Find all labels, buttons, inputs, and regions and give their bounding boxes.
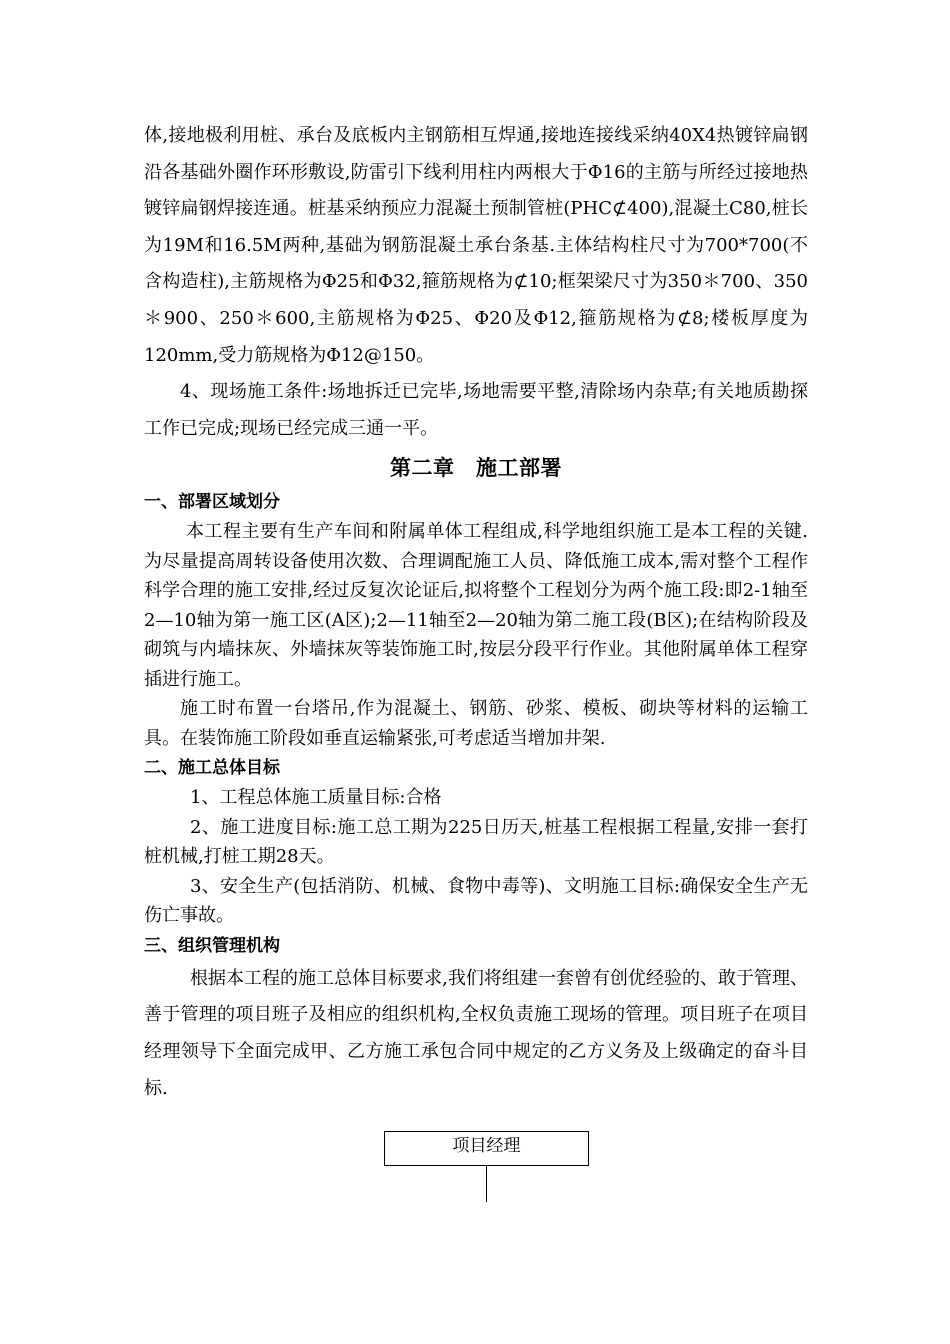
org-chart-connector <box>486 1166 487 1202</box>
org-chart-node-project-manager: 项目经理 <box>384 1131 589 1166</box>
section2-item-1: 1、工程总体施工质量目标:合格 <box>190 787 442 809</box>
section3-paragraph-1: 根据本工程的施工总体目标要求,我们将组建一套曾有创优经验的、敢于管理、善于管理的项目班子及相应的组织机构,全权负责施工现场的管理。项目班子在项目经理领导下全面完成甲、乙方施工承包合同中规定的乙方义务及上级确定的奋斗目标. <box>144 967 808 1099</box>
intro-paragraph: 体,接地极利用桩、承台及底板内主钢筋相互焊通,接地连接线采纳40X4热镀锌扁钢沿各基础外圈作环形敷设,防雷引下线利用柱内两根大于Φ16的主筋与所经过接地热镀锌扁钢焊接连通。桩基采纳预应力混凝土预制管桩(PHC⊄400),混凝土C80,桩长为19M和16.5M两种,基础为钢筋混凝土承台条基.主体结构柱尺寸为700*700(不含构造柱),主筋规格为Φ25和Φ32,箍筋规格为⊄10;框架梁尺寸为350＊700、350＊900、250＊600,主筋规格为Φ25、Φ20及Φ12,箍筋规格为⊄8;楼板厚度为120mm,受力筋规格为Φ12@150。 <box>144 125 808 366</box>
document-page <box>144 118 808 1107</box>
chapter-title: 第二章 施工部署 <box>390 455 562 481</box>
site-conditions-paragraph: 4、现场施工条件:场地拆迁已完毕,场地需要平整,清除场内杂草;有关地质勘探工作已完成;现场已经完成三通一平。 <box>144 381 808 439</box>
section-title-2: 二、施工总体目标 <box>144 758 280 779</box>
section2-item-3: 3、安全生产(包括消防、机械、食物中毒等)、文明施工目标:确保安全生产无伤亡事故。 <box>144 875 808 927</box>
section-title-1: 一、部署区域划分 <box>144 492 280 513</box>
section2-item-2: 2、施工进度目标:施工总工期为225日历天,桩基工程根据工程量,安排一套打桩机械,打桩工期28天。 <box>144 816 808 868</box>
section1-paragraph-2: 施工时布置一台塔吊,作为混凝土、钢筋、砂浆、模板、砌块等材料的运输工具。在装饰施工阶段如垂直运输紧张,可考虑适当增加井架. <box>144 698 808 749</box>
section-title-3: 三、组织管理机构 <box>144 935 280 956</box>
section1-paragraph-1: 本工程主要有生产车间和附属单体工程组成,科学地组织施工是本工程的关键.为尽量提高周转设备使用次数、合理调配施工人员、降低施工成本,需对整个工程作科学合理的施工安排,经过反复次论证后,拟将整个工程划分为两个施工段:即2-1轴至2—10轴为第一施工区(A区);2—11轴至2—20轴为第二施工段(B区);在结构阶段及砌筑与内墙抹灰、外墙抹灰等装饰施工时,按层分段平行作业。其他附属单体工程穿插进行施工。 <box>144 521 808 690</box>
